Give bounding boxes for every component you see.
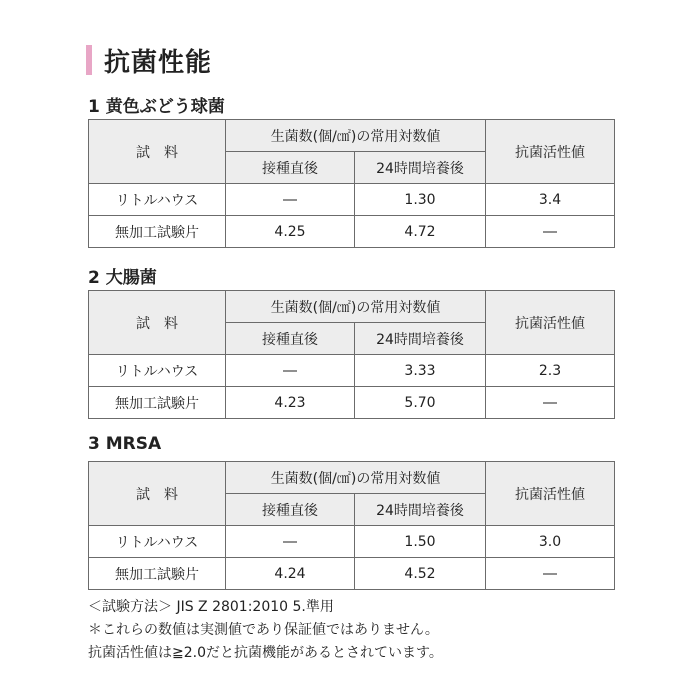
cell-sample: リトルハウス bbox=[89, 355, 226, 387]
cell-sample: 無加工試験片 bbox=[89, 216, 226, 248]
header-sample: 試 料 bbox=[89, 291, 226, 355]
cell-immediate: ― bbox=[226, 355, 355, 387]
header-sample: 試 料 bbox=[89, 120, 226, 184]
cell-activity: 3.4 bbox=[486, 184, 615, 216]
page-heading bbox=[86, 44, 212, 76]
cell-activity: ― bbox=[486, 558, 615, 590]
section-label-staph: 1 黄色ぶどう球菌 bbox=[88, 97, 225, 117]
results-table-ecoli bbox=[88, 290, 615, 419]
table-row bbox=[89, 558, 615, 590]
header-activity: 抗菌活性値 bbox=[486, 462, 615, 526]
header-24h: 24時間培養後 bbox=[355, 152, 486, 184]
cell-activity: ― bbox=[486, 387, 615, 419]
table-row bbox=[89, 355, 615, 387]
cell-24h: 5.70 bbox=[355, 387, 486, 419]
header-activity: 抗菌活性値 bbox=[486, 291, 615, 355]
note-test-method: ＜試験方法＞ JIS Z 2801:2010 5.準用 bbox=[88, 599, 334, 615]
heading-accent-bar bbox=[86, 45, 92, 75]
header-immediate: 接種直後 bbox=[226, 494, 355, 526]
results-table-staph bbox=[88, 119, 615, 248]
cell-immediate: 4.25 bbox=[226, 216, 355, 248]
notes bbox=[88, 596, 443, 665]
cell-sample: リトルハウス bbox=[89, 184, 226, 216]
header-24h: 24時間培養後 bbox=[355, 494, 486, 526]
header-immediate: 接種直後 bbox=[226, 323, 355, 355]
cell-24h: 4.72 bbox=[355, 216, 486, 248]
header-24h: 24時間培養後 bbox=[355, 323, 486, 355]
results-table-mrsa bbox=[88, 461, 615, 590]
cell-activity: 2.3 bbox=[486, 355, 615, 387]
cell-24h: 1.50 bbox=[355, 526, 486, 558]
table-row bbox=[89, 216, 615, 248]
header-group: 生菌数(個/㎠)の常用対数値 bbox=[226, 291, 486, 323]
table-row bbox=[89, 184, 615, 216]
header-group: 生菌数(個/㎠)の常用対数値 bbox=[226, 120, 486, 152]
cell-activity: 3.0 bbox=[486, 526, 615, 558]
header-group: 生菌数(個/㎠)の常用対数値 bbox=[226, 462, 486, 494]
cell-24h: 4.52 bbox=[355, 558, 486, 590]
header-sample: 試 料 bbox=[89, 462, 226, 526]
page-title: 抗菌性能 bbox=[104, 47, 213, 78]
table-row bbox=[89, 526, 615, 558]
header-activity: 抗菌活性値 bbox=[486, 120, 615, 184]
cell-activity: ― bbox=[486, 216, 615, 248]
note-disclaimer: ＊これらの数値は実測値であり保証値ではありません。 bbox=[88, 622, 439, 638]
cell-sample: リトルハウス bbox=[89, 526, 226, 558]
table-row bbox=[89, 387, 615, 419]
cell-immediate: 4.24 bbox=[226, 558, 355, 590]
cell-sample: 無加工試験片 bbox=[89, 558, 226, 590]
cell-immediate: 4.23 bbox=[226, 387, 355, 419]
cell-immediate: ― bbox=[226, 184, 355, 216]
cell-24h: 1.30 bbox=[355, 184, 486, 216]
section-label-mrsa: 3 MRSA bbox=[88, 434, 162, 454]
header-immediate: 接種直後 bbox=[226, 152, 355, 184]
note-activity-threshold: 抗菌活性値は≧2.0だと抗菌機能があるとされています。 bbox=[88, 645, 443, 661]
cell-immediate: ― bbox=[226, 526, 355, 558]
cell-sample: 無加工試験片 bbox=[89, 387, 226, 419]
section-label-ecoli: 2 大腸菌 bbox=[88, 268, 157, 288]
cell-24h: 3.33 bbox=[355, 355, 486, 387]
